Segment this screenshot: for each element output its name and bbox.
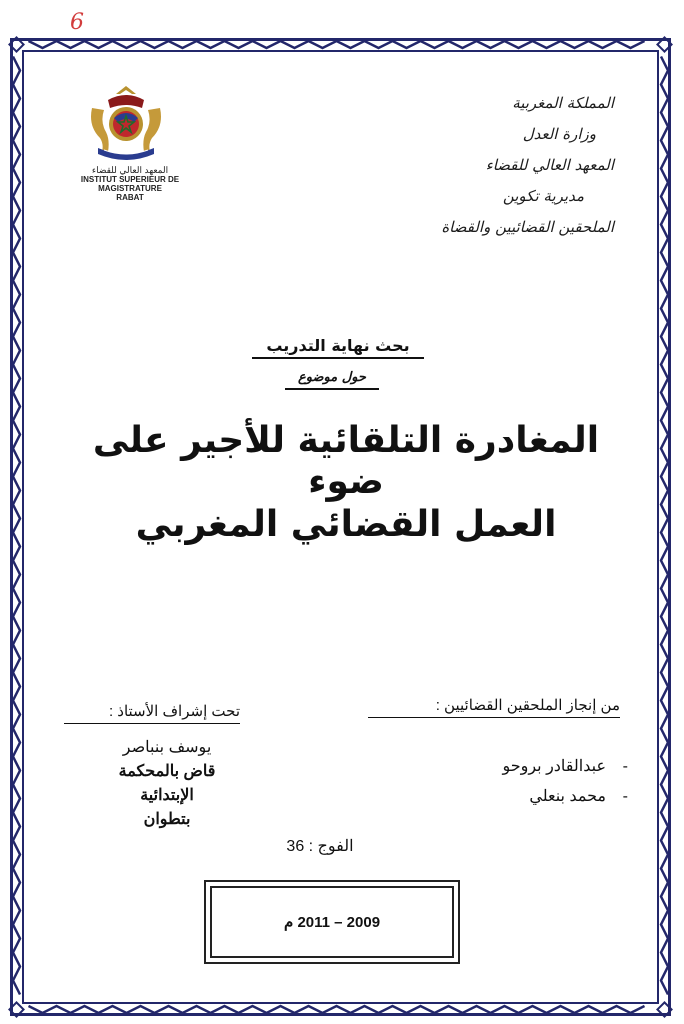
ministry-line-5: الملحقين القضائيين والقضاة — [441, 218, 614, 236]
document-title-line-1: المغادرة التلقائية للأجير على ضوء — [92, 420, 600, 502]
authors-list — [452, 752, 628, 812]
border-zigzag — [13, 57, 20, 995]
page-number-mark: 6 — [70, 10, 84, 35]
ministry-line-2: وزارة العدل — [522, 125, 596, 143]
border-zigzag — [29, 41, 645, 48]
ministry-line-1: المملكة المغربية — [512, 94, 614, 112]
border-corner-ornament — [657, 37, 671, 51]
years-box — [210, 886, 454, 958]
border-corner-ornament — [9, 1002, 23, 1016]
ministry-header — [364, 88, 614, 243]
border-corner-ornament — [657, 1002, 671, 1016]
ministry-line-3: المعهد العالي للقضاء — [485, 156, 614, 174]
border-corner-ornament — [9, 37, 23, 51]
institute-block — [70, 166, 190, 202]
supervisor-block — [92, 736, 242, 832]
supervisor-city: بتطوان — [143, 811, 191, 828]
institute-name-fr-1: INSTITUT SUPERIEUR DE — [80, 175, 180, 184]
research-label: بحث نهاية التدريب — [252, 336, 424, 359]
supervision-label: تحت إشراف الأستاذ : — [64, 702, 240, 724]
institute-name-fr-2: MAGISTRATURE — [98, 184, 162, 193]
author-name: عبدالقادر بروحو — [502, 758, 606, 775]
institute-name-ar: المعهد العالي للقضاء — [91, 165, 169, 175]
about-label: حول موضوع — [285, 370, 379, 390]
border-zigzag — [29, 1006, 645, 1013]
author-item: -عبدالقادر بروحو — [502, 758, 628, 775]
moroccan-coat-of-arms-icon — [82, 78, 170, 166]
supervisor-role: قاض بالمحكمة الإبتدائية — [118, 763, 216, 804]
supervisor-name: يوسف بنباصر — [122, 739, 212, 756]
border-zigzag — [661, 57, 668, 995]
institute-name-fr-3: RABAT — [116, 193, 144, 202]
document-title-line-2: العمل القضائي المغربي — [135, 504, 557, 545]
promotion-label: الفوج : 36 — [286, 838, 354, 855]
author-name: محمد بنعلي — [529, 788, 606, 805]
prepared-by-label: من إنجاز الملحقين القضائيين : — [368, 696, 620, 718]
ministry-line-4: مديرية تكوين — [502, 187, 584, 205]
academic-years: 2009 – 2011 م — [283, 914, 381, 931]
author-item: -محمد بنعلي — [529, 788, 628, 805]
